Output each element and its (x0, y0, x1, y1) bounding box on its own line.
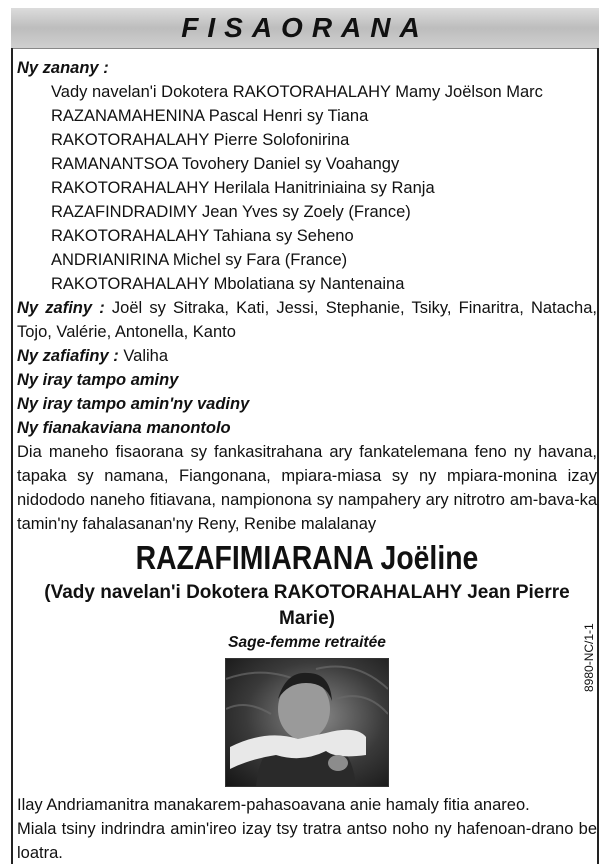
list-item: RAKOTORAHALAHY Herilala Hanitriniaina sy Ranja (51, 179, 435, 197)
zanany-label: Ny zanany : (17, 59, 109, 77)
tampo-vadiny-line: Ny iray tampo amin'ny vadiny (17, 395, 250, 413)
list-item: RAZAFINDRADIMY Jean Yves sy Zoely (France) (51, 203, 411, 221)
page-title: FISAORANA (181, 12, 429, 43)
header-banner (11, 8, 599, 49)
list-item: Vady navelan'i Dokotera RAKOTORAHALAHY Mamy Joëlson Marc (51, 83, 543, 101)
list-item: RAZANAMAHENINA Pascal Henri sy Tiana (51, 107, 369, 125)
list-item: RAKOTORAHALAHY Mbolatiana sy Nantenaina (51, 275, 405, 293)
zafiafiny-text: Valiha (118, 347, 169, 365)
closing-line: Miala tsiny indrindra amin'ireo izay tsy tratra antso noho ny hafenoan-drano be loatra. (17, 820, 597, 862)
deceased-photo (225, 658, 389, 787)
deceased-spouse: (Vady navelan'i Dokotera RAKOTORAHALAHY Jean Pierre Marie) (44, 582, 570, 629)
tampo-aminy-line: Ny iray tampo aminy (17, 371, 179, 389)
notice-body (17, 56, 597, 865)
list-item: RAKOTORAHALAHY Tahiana sy Seheno (51, 227, 354, 245)
zafiny-label: Ny zafiny : (17, 299, 105, 317)
zafiny-paragraph (17, 296, 597, 344)
list-item: RAMANANTSOA Tovohery Daniel sy Voahangy (51, 155, 400, 173)
deceased-occupation: Sage-femme retraitée (228, 634, 386, 651)
list-item: RAKOTORAHALAHY Pierre Solofonirina (51, 131, 350, 149)
thanks-message: Dia maneho fisaorana sy fankasitrahana ary fankatelemana feno ny havana, tapaka sy namana, Fiangonana, mpiara-miasa sy ny mpiara-monina izay nidododo naneho fitiavana, nampionona sy nampahery ary nitrotro am-bava-ka tamin'ny fahalasanan'ny Reny, Renibe malalanay (17, 443, 597, 533)
zafiafiny-paragraph (17, 344, 597, 368)
zanany-list (17, 80, 597, 296)
deceased-name: RAZAFIMIARANA Joëline (135, 539, 479, 576)
zafiny-text: Joël sy Sitraka, Kati, Jessi, Stephanie, Tsiky, Finaritra, Natacha, Tojo, Valérie, Antonella, Kanto (17, 299, 597, 341)
reference-code: 8980-NC/1-1 (582, 623, 596, 692)
portrait-image (226, 659, 388, 786)
fianakaviana-line: Ny fianakaviana manontolo (17, 419, 231, 437)
closing-line: Ilay Andriamanitra manakarem-pahasoavana anie hamaly fitia anareo. (17, 796, 530, 814)
zafiafiny-label: Ny zafiafiny : (17, 347, 119, 365)
list-item: ANDRIANIRINA Michel sy Fara (France) (51, 251, 348, 269)
